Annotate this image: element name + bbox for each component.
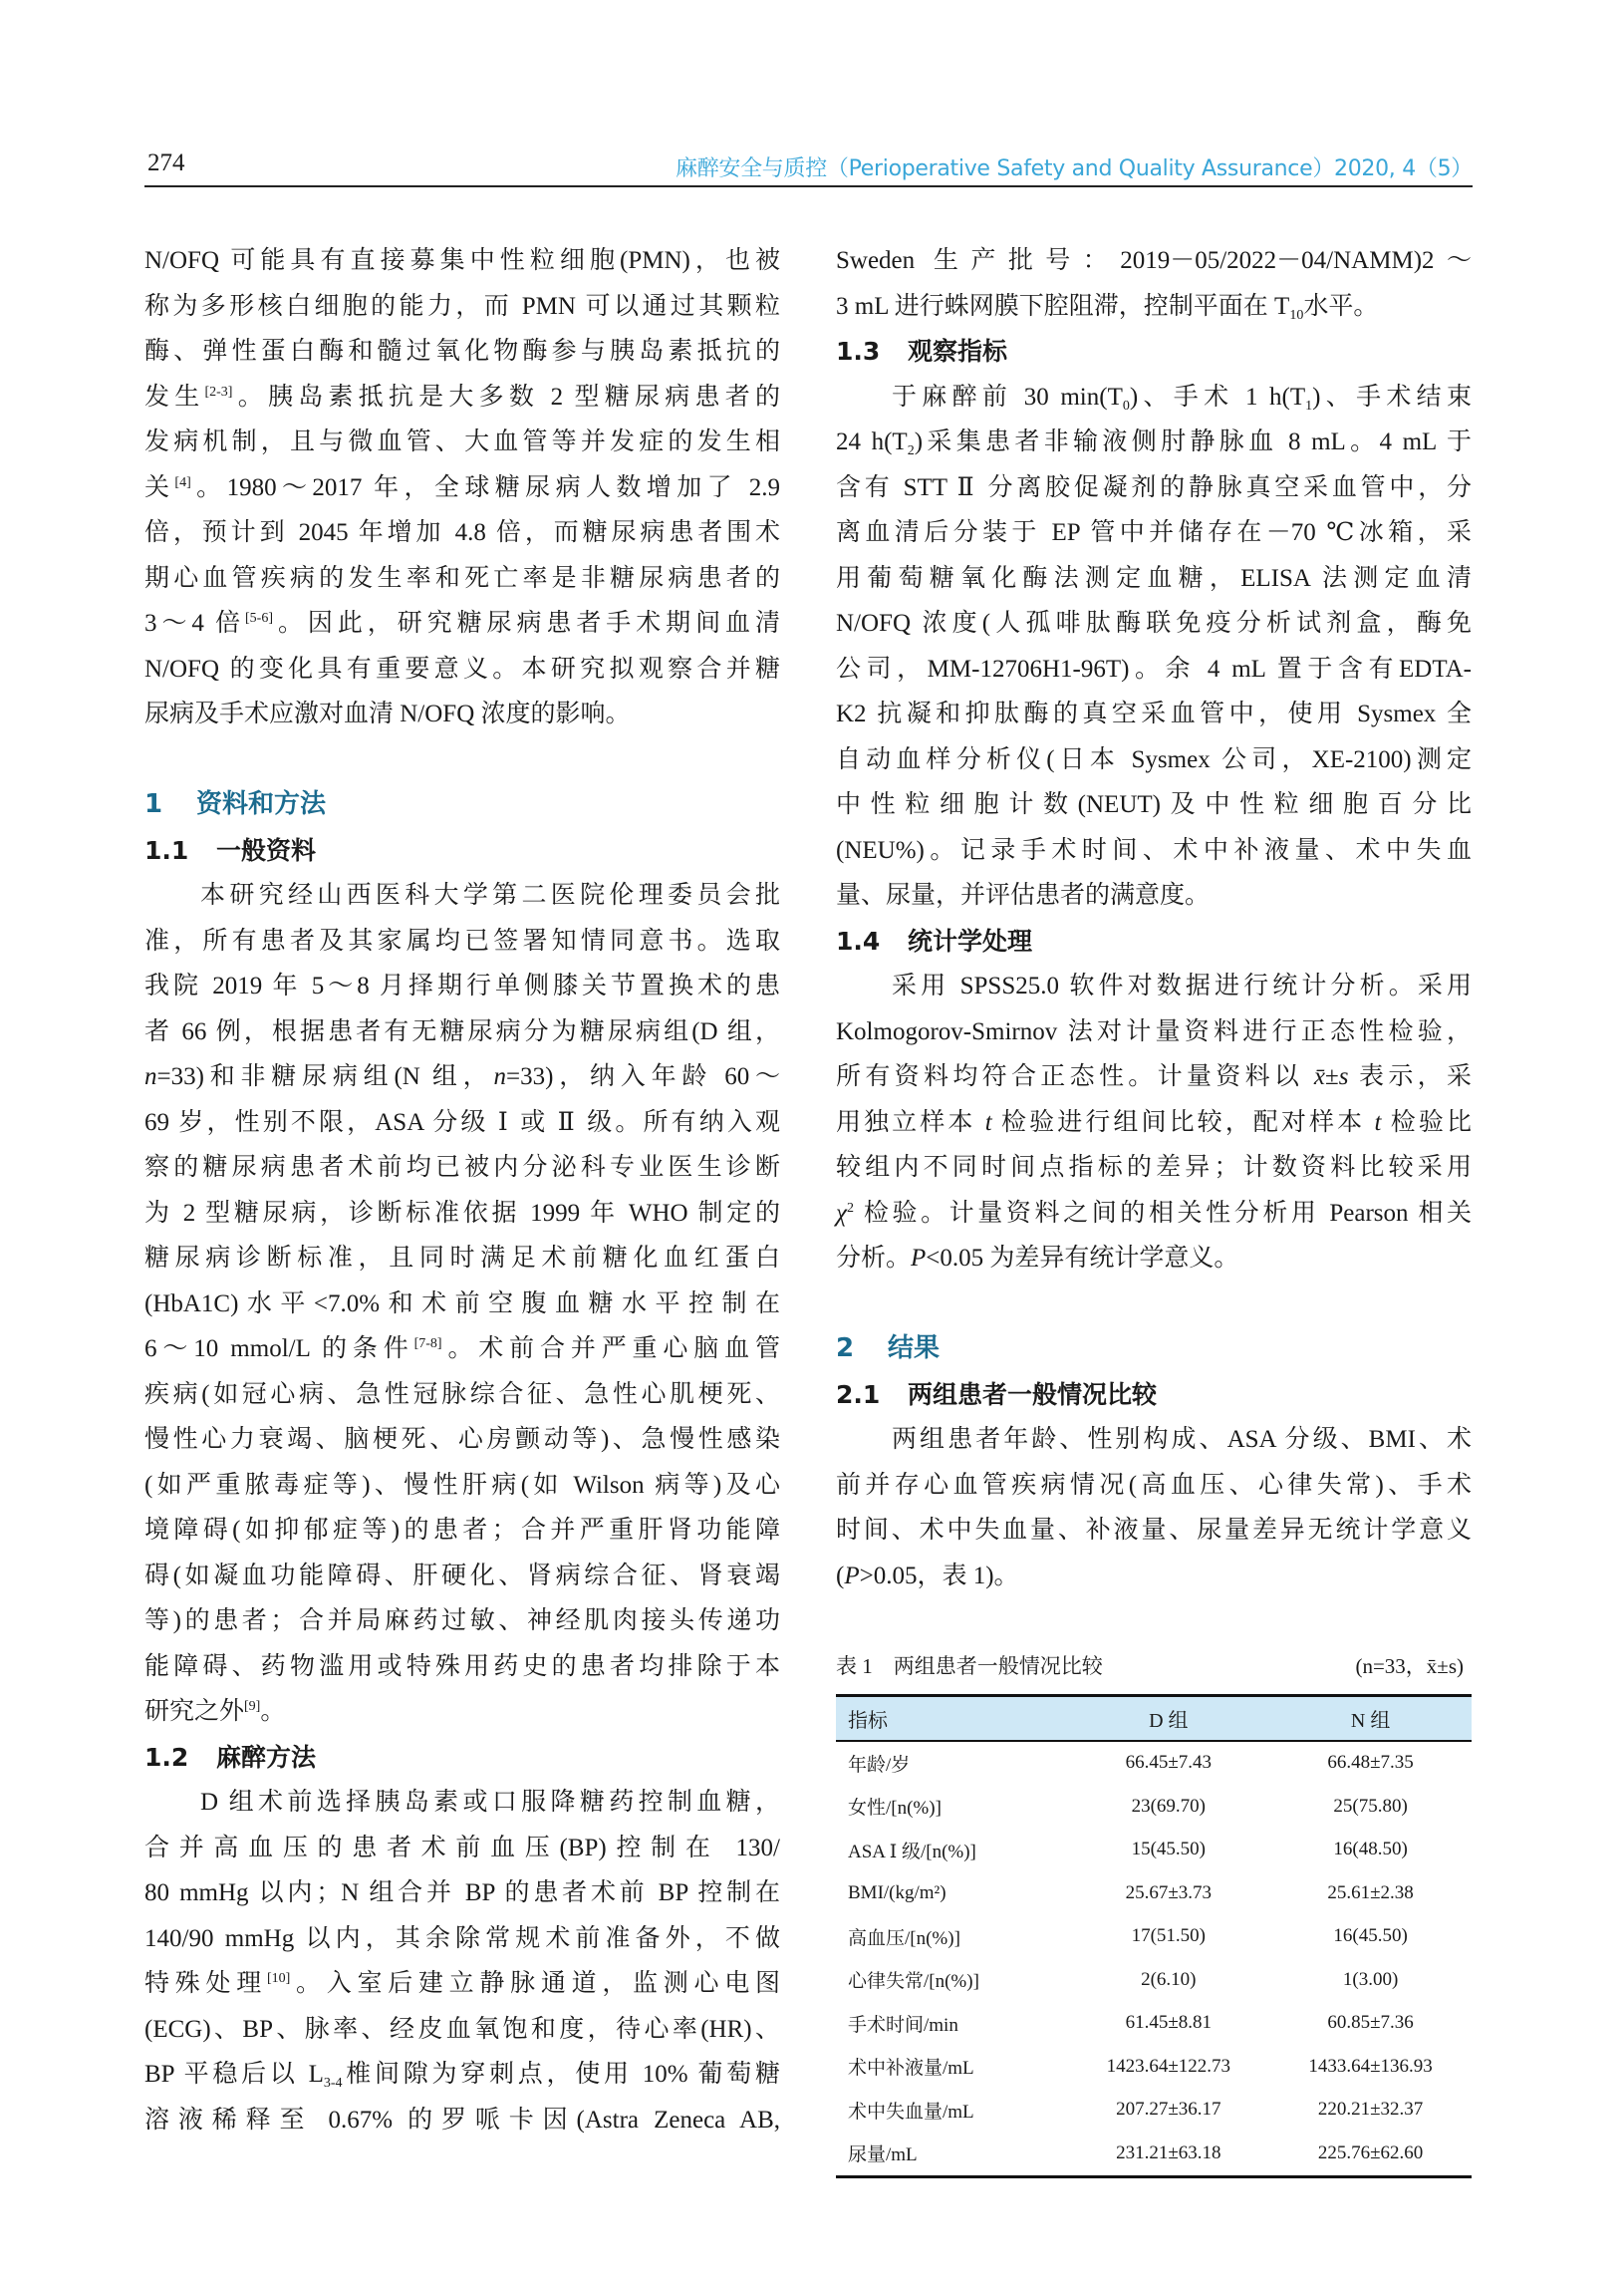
text-line [144, 1282, 780, 1327]
text-run: )、手术结束 [1312, 383, 1472, 411]
text-run: 。1980～2017 年，全球糖尿病人数增加了 2.9 [190, 473, 780, 501]
italic-symbol: x̄ [1313, 1063, 1325, 1090]
text-run: 于麻醉前 30 min(T [892, 383, 1123, 411]
text-line [144, 601, 780, 647]
n-group-value: 1(3.00) [1342, 1968, 1399, 1990]
heading-number: 1.3 [836, 337, 881, 366]
text-line [836, 1508, 1472, 1554]
d-group-value: 231.21±63.18 [1116, 2141, 1221, 2163]
text-line [836, 1145, 1472, 1191]
text-line [836, 375, 1472, 421]
table-caption [836, 1644, 1472, 1690]
heading-text: 结果 [888, 1333, 941, 1363]
heading-text: 两组患者一般情况比较 [908, 1379, 1158, 1409]
text-run: 能障碍、药物滥用或特殊用药史的患者均排除于本 [144, 1652, 780, 1680]
text-line [144, 329, 780, 375]
n-group-value: 60.85±7.36 [1327, 2012, 1414, 2034]
text-line [836, 964, 1472, 1009]
text-line [144, 375, 780, 421]
text-line [836, 556, 1472, 602]
paragraph [836, 238, 1472, 329]
section-heading [836, 1326, 1472, 1372]
text-run: 。因此，研究糖尿病患者手术期间血清 [273, 610, 780, 637]
row-label: 尿量/mL [848, 2144, 918, 2166]
text-line [144, 238, 780, 284]
text-run: ± [1324, 1063, 1339, 1090]
paragraph [836, 1417, 1472, 1598]
text-run: 糖尿病诊断标准，且同时满足术前糖化血红蛋白 [144, 1245, 780, 1272]
header-d-group: D 组 [1149, 1709, 1189, 1732]
row-label: 女性/[n(%)] [848, 1798, 942, 1820]
text-run: 检验进行组间比较，配对样本 [991, 1108, 1375, 1136]
text-line [144, 964, 780, 1009]
header-n-group: N 组 [1350, 1709, 1391, 1732]
text-line [144, 556, 780, 602]
text-run: 本研究经山西医科大学第二医院伦理委员会批 [200, 882, 780, 909]
general-characteristics-table [836, 1694, 1472, 2178]
table-header-row [836, 1695, 1472, 1741]
n-group-value: 16(45.50) [1333, 1925, 1408, 1947]
d-group-value: 1423.64±122.73 [1106, 2055, 1231, 2077]
text-run: 合并高血压的患者术前血压(BP)控制在 130/ [144, 1834, 780, 1861]
subscript: 10 [1289, 307, 1304, 323]
superscript: [10] [266, 1971, 291, 1986]
table-row [836, 2132, 1472, 2176]
italic-symbol: s [1338, 1063, 1349, 1090]
d-group-value: 15(45.50) [1131, 1839, 1207, 1860]
text-run: 发生 [144, 383, 205, 411]
text-line [836, 828, 1472, 874]
text-run: 碍(如凝血功能障碍、肝硬化、肾病综合征、肾衰竭 [144, 1562, 780, 1589]
text-line [836, 1054, 1472, 1100]
text-line [836, 737, 1472, 783]
text-run: 椎间隙为穿刺点，使用 10% 葡萄糖 [342, 2061, 780, 2088]
text-line [144, 1326, 780, 1372]
text-run: Sweden 生产批号：2019－05/2022－04/NAMM)2～ [836, 247, 1472, 274]
subsection-heading [836, 919, 1472, 965]
d-group-value: 2(6.10) [1141, 1968, 1197, 1990]
text-run: ( [836, 1562, 845, 1589]
right-column [836, 238, 1472, 1644]
page-number: 274 [147, 149, 185, 176]
text-run: 。胰岛素抵抗是大多数 2 型糖尿病患者的 [232, 383, 780, 411]
text-line [144, 1961, 780, 2007]
text-run: 。入室后建立静脉通道，监测心电图 [290, 1970, 780, 1997]
text-line [836, 647, 1472, 693]
text-run: 较组内不同时间点指标的差异；计数资料比较采用 [836, 1154, 1472, 1181]
text-run: (NEU%)。记录手术时间、术中补液量、术中失血 [836, 836, 1472, 864]
text-run: K2 抗凝和抑肽酶的真空采血管中，使用 Sysmex 全 [836, 701, 1472, 727]
paragraph [144, 1780, 780, 2142]
text-line [144, 1598, 780, 1644]
subsection-heading [144, 828, 780, 874]
text-run: N/OFQ 的变化具有重要意义。本研究拟观察合并糖 [144, 655, 780, 683]
italic-symbol: χ [836, 1199, 847, 1227]
text-line [144, 919, 780, 965]
text-run: D 组术前选择胰岛素或口服降糖药控制血糖， [200, 1789, 780, 1816]
superscript: [7-8] [413, 1336, 442, 1351]
table-row [836, 1785, 1472, 1829]
section-heading [144, 782, 780, 828]
row-label: BMI/(kg/m²) [848, 1881, 947, 1903]
italic-symbol: t [984, 1108, 992, 1136]
n-group-value: 25(75.80) [1333, 1795, 1408, 1817]
text-run: 。 [260, 1698, 286, 1725]
table-1 [836, 1644, 1472, 2178]
subsection-heading [836, 329, 1472, 375]
text-run: 所有资料均符合正态性。计量资料以 [836, 1063, 1314, 1090]
text-run: 前并存心血管疾病情况(高血压、心律失常)、手术 [836, 1471, 1472, 1499]
heading-text: 统计学处理 [908, 926, 1033, 956]
paragraph [144, 873, 780, 1735]
text-line [144, 1009, 780, 1055]
text-run: 两组患者年龄、性别构成、ASA 分级、BMI、术 [892, 1426, 1472, 1453]
row-label: 手术时间/min [848, 2014, 958, 2036]
table-row [836, 2002, 1472, 2046]
text-run: 境障碍(如抑郁症等)的患者；合并严重肝肾功能障 [144, 1517, 780, 1544]
heading-number: 1.2 [144, 1742, 189, 1772]
text-line [836, 1236, 1472, 1282]
text-run: 检验。计量资料之间的相关性分析用 Pearson 相关 [854, 1199, 1472, 1227]
text-run: 倍，预计到 2045 年增加 4.8 倍，而糖尿病患者围术 [144, 519, 780, 546]
text-run: )、手术 1 h(T [1129, 383, 1306, 411]
text-run: =33)，纳入年龄 60～ [505, 1063, 780, 1090]
text-line [144, 1463, 780, 1509]
text-run: 溶液稀释至 0.67% 的罗哌卡因(Astra Zeneca AB, [144, 2106, 780, 2134]
text-run: 研究之外 [144, 1698, 245, 1725]
paragraph [144, 238, 780, 737]
text-run: 80 mmHg 以内；N 组合并 BP 的患者术前 BP 控制在 [144, 1879, 780, 1906]
text-run: 特殊处理 [144, 1970, 267, 1997]
text-run: 我院 2019 年 5～8 月择期行单侧膝关节置换术的患 [144, 973, 780, 999]
text-run: 6～10 mmol/L 的条件 [144, 1335, 414, 1362]
text-run: 分析。 [836, 1245, 912, 1272]
heading-number: 2 [836, 1333, 855, 1363]
superscript: [5-6] [245, 611, 274, 626]
text-run: 准，所有患者及其家属均已签署知情同意书。选取 [144, 927, 780, 955]
heading-number: 1.1 [144, 835, 189, 865]
text-run: 3 mL 进行蛛网膜下腔阻滞，控制平面在 T [836, 292, 1290, 320]
text-run: 3～4 倍 [144, 610, 246, 637]
subscript: 3-4 [323, 2076, 343, 2091]
text-run: )采集患者非输液侧肘静脉血 8 mL。4 mL 于 [914, 428, 1472, 455]
italic-symbol: P [844, 1562, 860, 1589]
text-line [144, 284, 780, 330]
text-run: 为 2 型糖尿病，诊断标准依据 1999 年 WHO 制定的 [144, 1199, 780, 1227]
text-run: 表示，采 [1348, 1063, 1472, 1090]
paragraph [836, 964, 1472, 1282]
d-group-value: 61.45±8.81 [1125, 2012, 1213, 2034]
row-label: 高血压/[n(%)] [848, 1927, 960, 1949]
text-line [144, 465, 780, 511]
text-line [836, 1554, 1472, 1599]
text-line [836, 873, 1472, 919]
text-line [144, 1236, 780, 1282]
text-line [836, 1463, 1472, 1509]
superscript: 2 [847, 1200, 854, 1216]
text-run: N/OFQ 浓度(人孤啡肽酶联免疫分析试剂盒，酶免 [836, 610, 1472, 637]
row-label: 术中补液量/mL [848, 2058, 974, 2080]
text-line [144, 420, 780, 465]
heading-number: 2.1 [836, 1379, 881, 1409]
left-column [144, 238, 780, 2142]
section-spacer [144, 737, 780, 783]
table-row [836, 2045, 1472, 2089]
text-line [836, 238, 1472, 284]
text-run: BP 平稳后以 L [144, 2061, 324, 2088]
table-row [836, 1829, 1472, 1872]
text-line [836, 1417, 1472, 1463]
journal-title: 麻醉安全与质控（Perioperative Safety and Quality Assurance）2020, 4（5） [676, 156, 1473, 181]
subsection-heading [144, 1735, 780, 1781]
d-group-value: 66.45±7.43 [1125, 1752, 1213, 1774]
text-run: 关 [144, 473, 175, 501]
text-line [144, 1417, 780, 1463]
text-line [144, 1870, 780, 1916]
text-line [836, 1009, 1472, 1055]
text-line [836, 1100, 1472, 1146]
text-run: 用葡萄糖氧化酶法测定血糖，ELISA 法测定血清 [836, 564, 1472, 592]
heading-text: 一般资料 [216, 835, 317, 865]
d-group-value: 17(51.50) [1131, 1925, 1207, 1947]
table-caption-note: (n=33，x̄±s) [1355, 1654, 1464, 1678]
text-line [836, 465, 1472, 511]
text-line [144, 1644, 780, 1690]
text-run: 24 h(T [836, 428, 908, 455]
row-label: ASA Ⅰ 级/[n(%)] [848, 1841, 976, 1862]
text-run: 中性粒细胞计数(NEUT)及中性粒细胞百分比 [836, 791, 1472, 818]
table-row [836, 1915, 1472, 1959]
d-group-value: 25.67±3.73 [1125, 1881, 1213, 1903]
n-group-value: 1433.64±136.93 [1308, 2055, 1433, 2077]
text-line [836, 782, 1472, 828]
n-group-value: 220.21±32.37 [1317, 2099, 1424, 2121]
text-line [144, 1100, 780, 1146]
header-rule [144, 185, 1473, 187]
heading-number: 1.4 [836, 926, 881, 956]
text-line [144, 1191, 780, 1237]
text-run: 采用 SPSS25.0 软件对数据进行统计分析。采用 [892, 973, 1472, 999]
table-row [836, 2089, 1472, 2133]
text-run: 离血清后分装于 EP 管中并储存在－70 ℃冰箱，采 [836, 519, 1472, 546]
text-run: 察的糖尿病患者术前均已被内分泌科专业医生诊断 [144, 1154, 780, 1181]
text-line [144, 647, 780, 693]
text-run: 。术前合并严重心脑血管 [441, 1335, 780, 1362]
text-run: <0.05 为差异有统计学意义。 [926, 1245, 1239, 1272]
n-group-value: 25.61±2.38 [1327, 1881, 1414, 1903]
text-run: 水平。 [1303, 292, 1379, 320]
italic-symbol: t [1374, 1108, 1382, 1136]
subscript: 2 [907, 443, 915, 458]
header-indicator: 指标 [848, 1709, 888, 1732]
text-run: 用独立样本 [836, 1108, 985, 1136]
text-line [144, 1554, 780, 1599]
d-group-value: 207.27±36.17 [1116, 2099, 1221, 2121]
text-run: 69 岁，性别不限，ASA 分级 Ⅰ 或 Ⅱ 级。所有纳入观 [144, 1108, 780, 1136]
text-line [144, 1145, 780, 1191]
text-run: =33)和非糖尿病组(N 组， [156, 1063, 494, 1090]
text-run: N/OFQ 可能具有直接募集中性粒细胞(PMN)，也被 [144, 247, 780, 274]
text-run: 酶、弹性蛋白酶和髓过氧化物酶参与胰岛素抵抗的 [144, 338, 780, 365]
row-label: 年龄/岁 [848, 1754, 911, 1776]
text-line [144, 1372, 780, 1418]
row-label: 心律失常/[n(%)] [848, 1971, 979, 1993]
row-label: 术中失血量/mL [848, 2101, 974, 2123]
heading-number: 1 [144, 789, 163, 819]
text-run: 140/90 mmHg 以内，其余除常规术前准备外，不做 [144, 1924, 780, 1952]
text-line [836, 1191, 1472, 1237]
text-line [144, 1916, 780, 1962]
text-line [144, 1054, 780, 1100]
text-run: >0.05，表 1)。 [859, 1562, 1019, 1589]
text-run: 期心血管疾病的发生率和死亡率是非糖尿病患者的 [144, 564, 780, 592]
n-group-value: 225.76±62.60 [1317, 2141, 1424, 2163]
text-run: 疾病(如冠心病、急性冠脉综合征、急性心肌梗死、 [144, 1380, 780, 1408]
text-run: (HbA1C)水平<7.0%和术前空腹血糖水平控制在 [144, 1289, 780, 1317]
text-run: 量、尿量，并评估患者的满意度。 [836, 882, 1211, 909]
text-run: 等)的患者；合并局麻药过敏、神经肌肉接头传递功 [144, 1607, 780, 1634]
table-row [836, 1958, 1472, 2002]
n-group-value: 16(48.50) [1333, 1839, 1408, 1860]
heading-text: 观察指标 [908, 337, 1008, 366]
text-run: 检验比 [1381, 1108, 1472, 1136]
italic-symbol: P [911, 1245, 927, 1272]
text-line [144, 2007, 780, 2053]
heading-text: 资料和方法 [196, 789, 327, 819]
table-caption-text: 表 1 两组患者一般情况比较 [836, 1654, 1103, 1678]
text-line [836, 420, 1472, 465]
subscript: 1 [1305, 398, 1313, 414]
text-run: 者 66 例，根据患者有无糖尿病分为糖尿病组(D 组， [144, 1017, 780, 1045]
text-line [836, 692, 1472, 737]
text-run: (ECG)、BP、脉率、经皮血氧饱和度，待心率(HR)、 [144, 2015, 780, 2043]
text-run: 自动血样分析仪(日本 Sysmex 公司，XE-2100)测定 [836, 745, 1472, 773]
superscript: [9] [244, 1699, 261, 1714]
text-run: 称为多形核白细胞的能力，而 PMN 可以通过其颗粒 [144, 292, 780, 320]
heading-text: 麻醉方法 [216, 1742, 317, 1772]
text-run: Kolmogorov-Smirnov 法对计量资料进行正态性检验， [836, 1017, 1472, 1045]
italic-symbol: n [493, 1063, 506, 1090]
text-line [836, 284, 1472, 330]
superscript: [4] [174, 474, 191, 490]
text-line [144, 1826, 780, 1871]
subsection-heading [836, 1372, 1472, 1418]
text-line [144, 2098, 780, 2143]
section-spacer [836, 1282, 1472, 1327]
text-line [144, 1508, 780, 1554]
section-spacer [836, 1598, 1472, 1644]
text-line [836, 510, 1472, 556]
text-run: 时间、术中失血量、补液量、尿量差异无统计学意义 [836, 1517, 1472, 1544]
table-row [836, 1871, 1472, 1915]
superscript: [2-3] [204, 384, 233, 400]
paragraph [836, 375, 1472, 919]
text-run: 含有 STT Ⅱ 分离胶促凝剂的静脉真空采血管中，分 [836, 473, 1472, 501]
text-line [144, 1689, 780, 1735]
text-line [144, 2052, 780, 2098]
text-run: 发病机制，且与微血管、大血管等并发症的发生相 [144, 428, 780, 455]
d-group-value: 23(69.70) [1131, 1795, 1207, 1817]
text-run: 尿病及手术应激对血清 N/OFQ 浓度的影响。 [144, 701, 631, 727]
text-line [144, 873, 780, 919]
table-row [836, 1741, 1472, 1786]
n-group-value: 66.48±7.35 [1327, 1752, 1414, 1774]
subscript: 0 [1122, 398, 1130, 414]
text-run: 慢性心力衰竭、脑梗死、心房颤动等)、急慢性感染 [144, 1426, 780, 1453]
text-run: 公司，MM-12706H1-96T)。余 4 mL 置于含有EDTA- [836, 655, 1472, 683]
text-line [836, 601, 1472, 647]
italic-symbol: n [144, 1063, 157, 1090]
text-line [144, 1780, 780, 1826]
text-line [144, 510, 780, 556]
text-run: (如严重脓毒症等)、慢性肝病(如 Wilson 病等)及心 [144, 1471, 780, 1499]
text-line [144, 692, 780, 737]
